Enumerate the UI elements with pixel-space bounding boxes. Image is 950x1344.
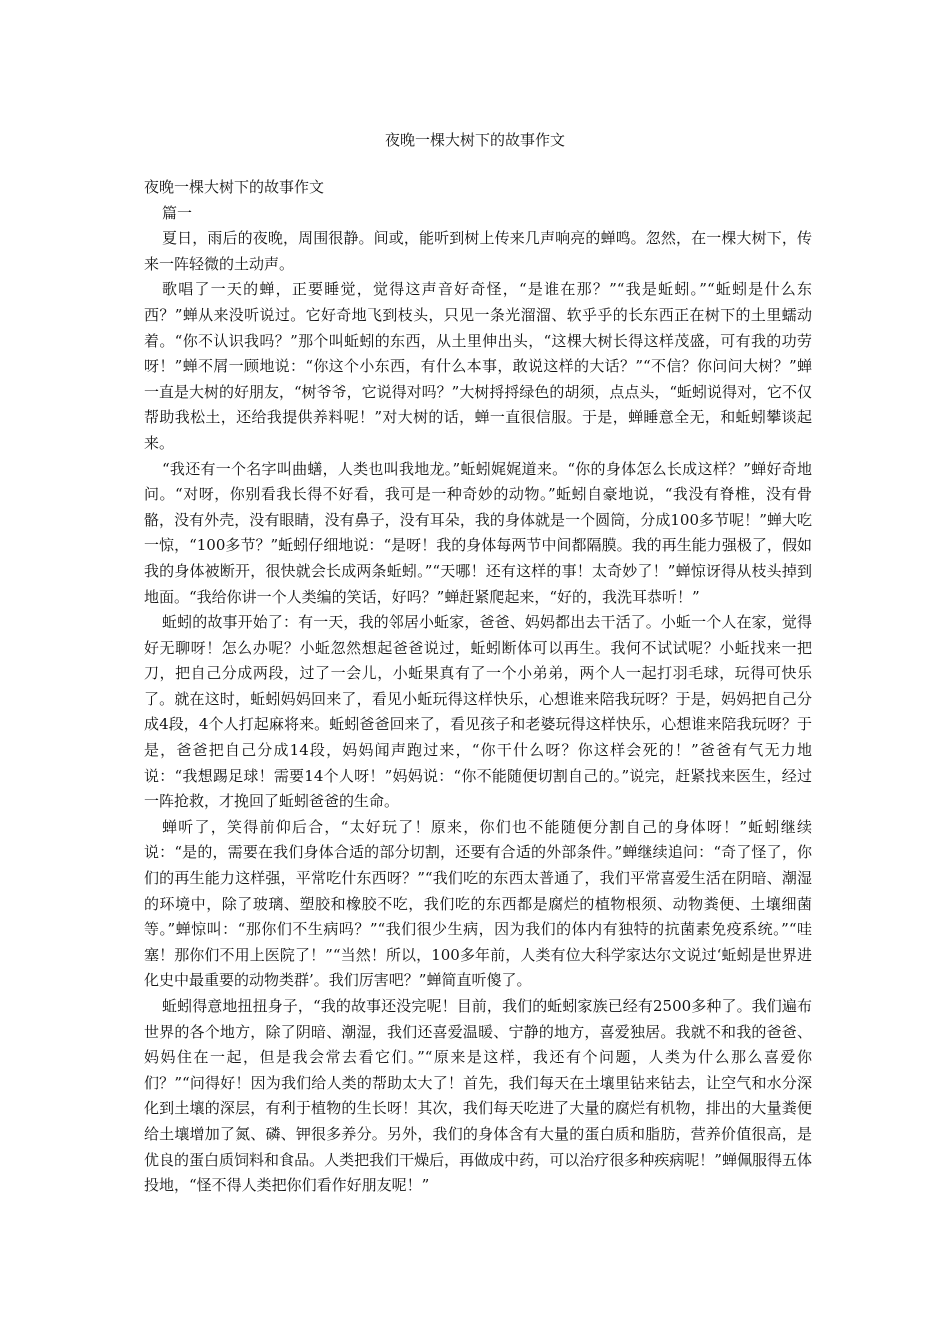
article-heading: 夜晚一棵大树下的故事作文 [144,178,325,196]
document-body [144,175,812,1199]
paragraph-3: “我还有一个名字叫曲蟮，人类也叫我地龙。”蚯蚓娓娓道来。“你的身体怎么长成这样？”蝉好奇地问。“对呀，你别看我长得不好看，我可是一种奇妙的动物。”蚯蚓自豪地说，“我没有脊椎，没有骨骼，没有外壳，没有眼睛，没有鼻子，没有耳朵，我的身体就是一个圆筒，分成100多节呢！”蝉大吃一惊，“100多节？”蚯蚓仔细地说：“是呀！我的身体每两节中间都隔膜。我的再生能力强极了，假如我的身体被断开，很快就会长成两条蚯蚓。”“天哪！还有这样的事！太奇妙了！”蝉惊讶得从枝头掉到地面。“我给你讲一个人类编的笑话，好吗？”蝉赶紧爬起来，“好的，我洗耳恭听！” [144,459,812,606]
paragraph-4: 蚯蚓的故事开始了：有一天，我的邻居小蚯家，爸爸、妈妈都出去干活了。小蚯一个人在家，觉得好无聊呀！怎么办呢？小蚯忽然想起爸爸说过，蚯蚓断体可以再生。我何不试试呢？小蚯找来一把刀，把自己分成两段，过了一会儿，小蚯果真有了一个小弟弟，两个人一起打羽毛球，玩得可快乐了。就在这时，蚯蚓妈妈回来了，看见小蚯玩得这样快乐，心想谁来陪我玩呀？于是，妈妈把自己分成4段，4个人打起麻将来。蚯蚓爸爸回来了，看见孩子和老婆玩得这样快乐，心想谁来陪我玩呀？于是，爸爸把自己分成14段，妈妈闻声跑过来，“你干什么呀？你这样会死的！”爸爸有气无力地说：“我想踢足球！需要14个人呀！”妈妈说：“你不能随便切割自己的。”说完，赶紧找来医生，经过一阵抢救，才挽回了蚯蚓爸爸的生命。 [144,613,812,811]
paragraph-6: 蚯蚓得意地扭扭身子，“我的故事还没完呢！目前，我们的蚯蚓家族已经有2500多种了。我们遍布世界的各个地方，除了阴暗、潮湿，我们还喜爱温暖、宁静的地方，喜爱独居。我就不和我的爸爸、妈妈住在一起，但是我会常去看它们。”“原来是这样，我还有个问题，人类为什么那么喜爱你们？”“问得好！因为我们给人类的帮助太大了！首先，我们每天在土壤里钻来钻去，让空气和水分深化到土壤的深层，有利于植物的生长呀！其次，我们每天吃进了大量的腐烂有机物，排出的大量粪便给土壤增加了氮、磷、钾很多养分。另外，我们的身体含有大量的蛋白质和脂肪，营养价值很高，是优良的蛋白质饲料和食品。人类把我们干燥后，再做成中药，可以治疗很多种疾病呢！”蝉佩服得五体投地，“怪不得人类把你们看作好朋友呢！” [144,997,812,1195]
paragraph-5: 蝉听了，笑得前仰后合，“太好玩了！原来，你们也不能随便分割自己的身体呀！”蚯蚓继续说：“是的，需要在我们身体合适的部分切割，还要有合适的外部条件。”蝉继续追问：“奇了怪了，你们的再生能力这样强，平常吃什东西呀？”“我们吃的东西太普通了，我们平常喜爱生活在阴暗、潮湿的环境中，除了玻璃、塑胶和橡胶不吃，我们吃的东西都是腐烂的植物根须、动物粪便、土壤细菌等。”蝉惊叫：“那你们不生病吗？”“我们很少生病，因为我们的体内有独特的抗菌素免疫系统。”“哇塞！那你们不用上医院了！”“当然！所以，100多年前，人类有位大科学家达尔文说过‘蚯蚓是世界进化史中最重要的动物类群’。我们厉害吧？”蝉简直听傻了。 [144,817,812,990]
document-title: 夜晚一棵大树下的故事作文 [384,131,565,149]
chapter-label: 篇一 [162,203,193,222]
paragraph-2: 歌唱了一天的蝉，正要睡觉，觉得这声音好奇怪，“是谁在那？”“我是蚯蚓。”“蚯蚓是什么东西？”蝉从来没听说过。它好奇地飞到枝头，只见一条光溜溜、软乎乎的长东西正在树下的土里蠕动着。“你不认识我吗？”那个叫蚯蚓的东西，从土里伸出头，“这棵大树长得这样茂盛，可有我的功劳呀！”蝉不屑一顾地说：“你这个小东西，有什么本事，敢说这样的大话？”“不信？你问问大树？”蝉一直是大树的好朋友，“树爷爷，它说得对吗？”大树捋捋绿色的胡须，点点头，“蚯蚓说得对，它不仅帮助我松土，还给我提供养料呢！”对大树的话，蝉一直很信服。于是，蝉睡意全无，和蚯蚓攀谈起来。 [144,280,813,452]
paragraph-1: 夏日，雨后的夜晚，周围很静。间或，能听到树上传来几声响亮的蝉鸣。忽然，在一棵大树下，传来一阵轻微的土动声。 [144,229,812,273]
